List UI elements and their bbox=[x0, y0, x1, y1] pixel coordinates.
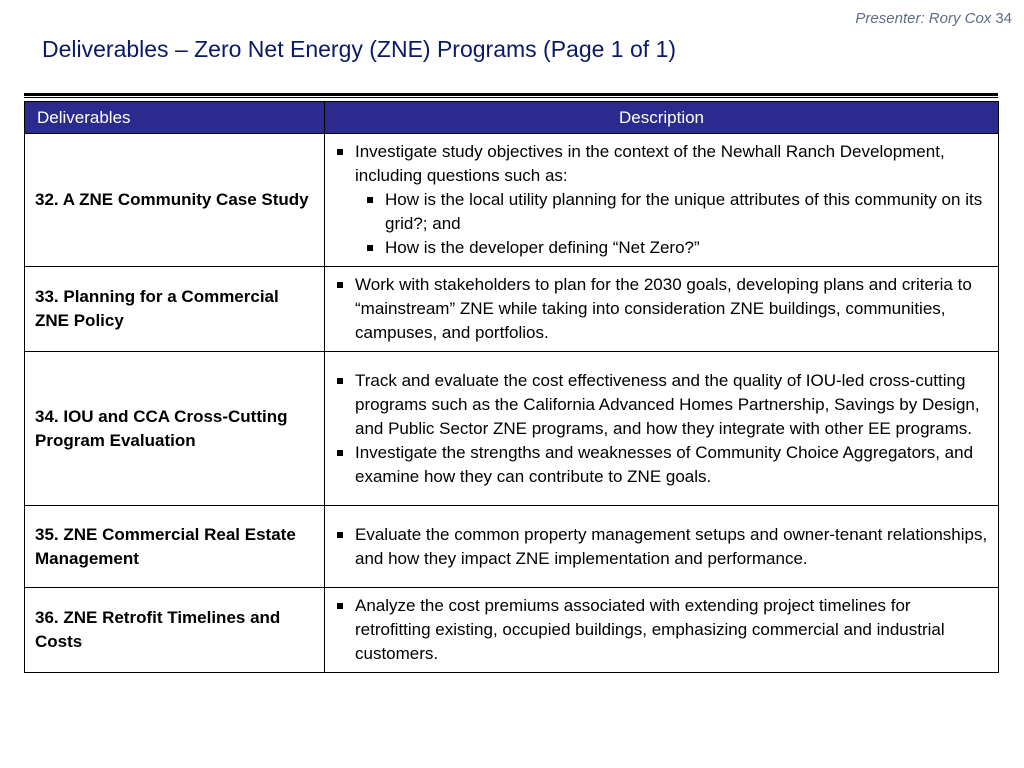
presenter-name: Presenter: Rory Cox bbox=[855, 10, 992, 27]
table-row bbox=[25, 352, 999, 506]
square-bullet-icon bbox=[337, 149, 343, 155]
deliverable-description bbox=[325, 352, 999, 506]
square-bullet-icon bbox=[337, 378, 343, 384]
column-header-description: Description bbox=[325, 102, 999, 134]
sub-bullet-text: How is the developer defining “Net Zero?” bbox=[385, 238, 700, 257]
deliverable-description bbox=[325, 267, 999, 352]
title-divider bbox=[24, 93, 998, 96]
bullet-text: Analyze the cost premiums associated with extending project timelines for retrofitting existing, occupied buildings, emphasizing commercial and industrial customers. bbox=[355, 596, 945, 663]
bullet-text: Track and evaluate the cost effectiveness and the quality of IOU-led cross-cutting programs such as the California Advanced Homes Partnership, Savings by Design, and Public Sector ZNE programs, and how they integrate with other EE programs. bbox=[355, 370, 980, 438]
sub-bullet-text: How is the local utility planning for the unique attributes of this community on its grid?; and bbox=[385, 190, 983, 233]
deliverable-description bbox=[325, 506, 999, 588]
deliverables-table bbox=[24, 101, 999, 673]
deliverable-name: 33. Planning for a Commercial ZNE Policy bbox=[25, 267, 325, 352]
list-item bbox=[335, 273, 988, 345]
square-bullet-icon bbox=[337, 532, 343, 538]
list-item bbox=[365, 236, 988, 260]
deliverable-name: 32. A ZNE Community Case Study bbox=[25, 134, 325, 267]
bullet-text: Evaluate the common property management setups and owner-tenant relationships, and how they impact ZNE implementation and performance. bbox=[355, 524, 988, 568]
title-divider-thin bbox=[24, 97, 998, 98]
square-bullet-icon bbox=[337, 450, 343, 456]
table-row bbox=[25, 506, 999, 588]
deliverable-name: 35. ZNE Commercial Real Estate Management bbox=[25, 506, 325, 588]
column-header-deliverables: Deliverables bbox=[25, 102, 325, 134]
list-item bbox=[335, 441, 988, 489]
table-row bbox=[25, 134, 999, 267]
table-row bbox=[25, 267, 999, 352]
list-item bbox=[335, 140, 988, 188]
square-bullet-icon bbox=[337, 603, 343, 609]
list-item bbox=[335, 523, 988, 571]
bullet-text: Work with stakeholders to plan for the 2030 goals, developing plans and criteria to “mainstream” ZNE while taking into consideration ZNE buildings, communities, campuses, and portfolios. bbox=[355, 275, 972, 342]
deliverable-description bbox=[325, 588, 999, 673]
deliverable-name: 34. IOU and CCA Cross-Cutting Program Evaluation bbox=[25, 352, 325, 506]
list-item bbox=[335, 369, 988, 441]
table-header-row bbox=[25, 102, 999, 134]
page-title: Deliverables – Zero Net Energy (ZNE) Programs (Page 1 of 1) bbox=[42, 36, 677, 62]
presenter-label bbox=[855, 10, 1012, 27]
page-number: 34 bbox=[995, 10, 1012, 27]
deliverable-description bbox=[325, 134, 999, 267]
table-row bbox=[25, 588, 999, 673]
square-bullet-icon bbox=[367, 197, 373, 203]
bullet-text: Investigate the strengths and weaknesses of Community Choice Aggregators, and examine how they can contribute to ZNE goals. bbox=[355, 442, 974, 486]
square-bullet-icon bbox=[367, 245, 373, 251]
bullet-text: Investigate study objectives in the context of the Newhall Ranch Development, including questions such as: bbox=[355, 142, 945, 185]
list-item bbox=[335, 594, 988, 666]
square-bullet-icon bbox=[337, 282, 343, 288]
list-item bbox=[365, 188, 988, 236]
deliverable-name: 36. ZNE Retrofit Timelines and Costs bbox=[25, 588, 325, 673]
